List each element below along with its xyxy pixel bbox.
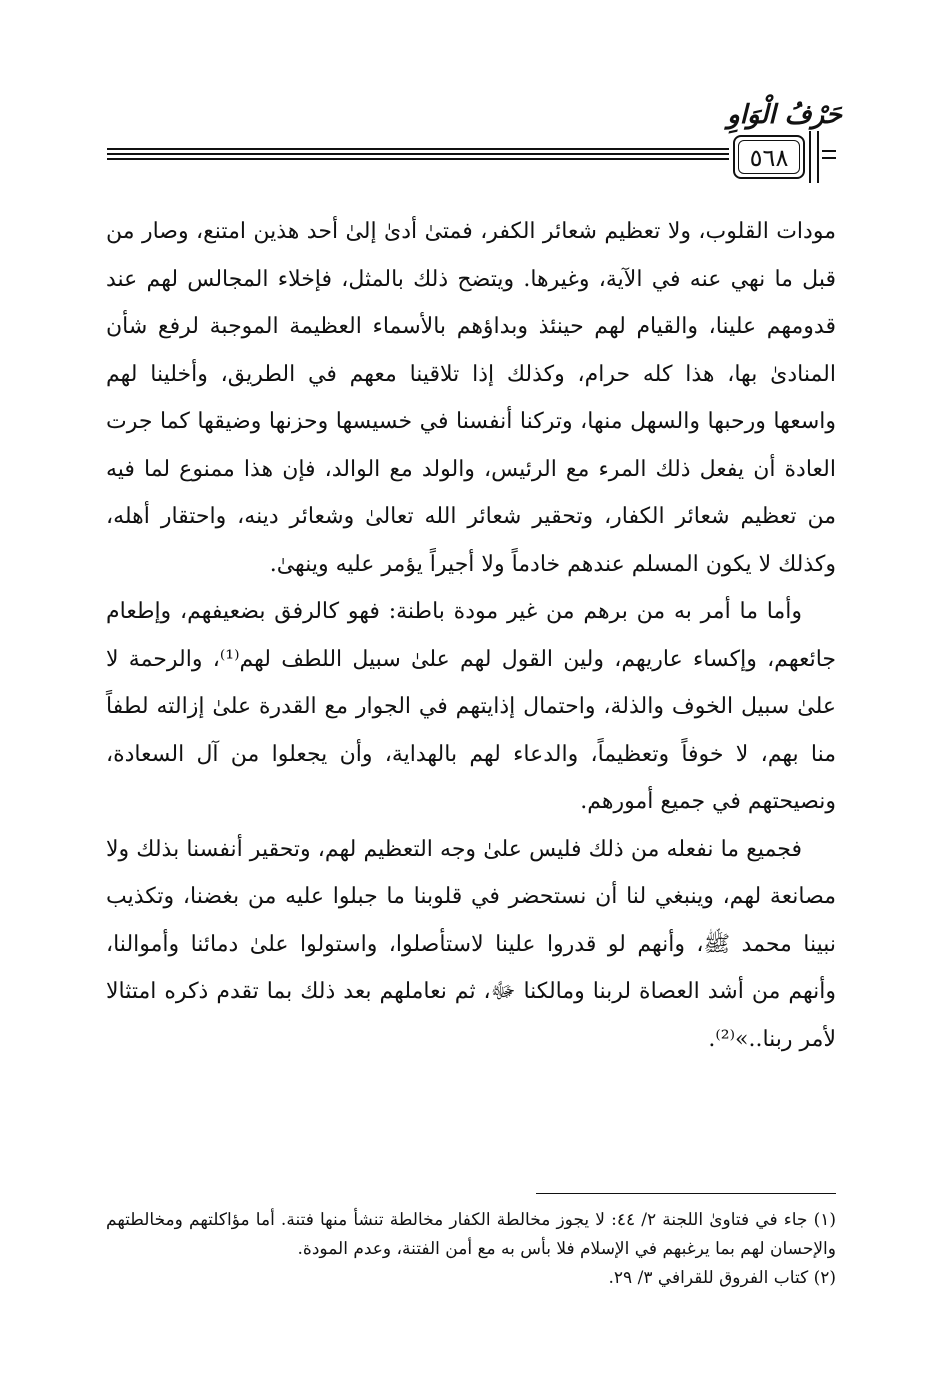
main-text [106, 208, 836, 1063]
page-number: ٥٦٨ [733, 135, 805, 179]
paragraph: مودات القلوب، ولا تعظيم شعائر الكفر، فمتىٰ أدىٰ إلىٰ أحد هذين امتنع، وصار من قبل ما نهي عنه في الآية، وغيرها. ويتضح ذلك بالمثل، فإخلاء المجالس لهم عند قدومهم علينا، والقيام لهم حينئذ وبداؤهم بالأسماء العظيمة الموجبة لرفع شأن المنادىٰ بها، هذا كله حرام، وكذلك إذا تلاقينا معهم في الطريق، وأخلينا لهم واسعها ورحبها والسهل منها، وتركنا أنفسنا في خسيسها وحزنها وضيقها كما جرت العادة أن يفعل ذلك المرء مع الرئيس، والولد مع الوالد، فإن هذا ممنوع لما فيه من تعظيم شعائر الكفار، وتحقير شعائر الله تعالىٰ وشعائر دينه، واحتقار أهله، وكذلك لا يكون المسلم عندهم خادماً ولا أجيراً يؤمر عليه وينهىٰ. [106, 219, 836, 577]
footnote: (٢) كتاب الفروق للقرافي ٣/ ٢٩. [608, 1268, 836, 1288]
paragraph: وأما ما أمر به من برهم من غير مودة باطنة: فهو كالرفق بضعيفهم، وإطعام جائعهم، وإكساء عاريهم، ولين القول لهم علىٰ سبيل اللطف لهم⁽¹⁾، والرحمة لا علىٰ سبيل الخوف والذلة، واحتمال إذايتهم في الجوار مع القدرة علىٰ إزالته لطفاً منا بهم، لا خوفاً وتعظيماً، والدعاء لهم بالهداية، وأن يجعلوا من آل السعادة، ونصيحتهم في جميع أمورهم. [106, 599, 837, 814]
footnotes [106, 1206, 836, 1293]
header-rule [107, 148, 729, 164]
paragraph: فجميع ما نفعله من ذلك فليس علىٰ وجه التعظيم لهم، وتحقير أنفسنا بذلك ولا مصانعة لهم، وينبغي لنا أن نستحضر في قلوبنا ما جبلوا عليه من بغضنا، وتكذيب نبينا محمد ﷺ، وأنهم لو قدروا علينا لاستأصلوا، واستولوا علىٰ دمائنا وأموالنا، وأنهم من أشد العصاة لربنا ومالكنا ﷻ، ثم نعاملهم بعد ذلك بما تقدم ذكره امتثالا لأمر ربنا..»⁽²⁾. [106, 836, 836, 1052]
footnote: (١) جاء في فتاوىٰ اللجنة ٢/ ٤٤: لا يجوز مخالطة الكفار مخالطة تنشأ منها فتنة. أما مؤاكلتهم ومخالطتهم والإحسان لهم بما يرغبهم في الإسلام فلا بأس به مع أمن الفتنة، وعدم المودة. [106, 1210, 836, 1259]
header-ornament-bars [809, 131, 819, 183]
running-title: حَرْفُ الْوَاوِ [727, 100, 842, 130]
footnote-separator [536, 1193, 836, 1194]
header-ornament-rule [822, 148, 836, 164]
